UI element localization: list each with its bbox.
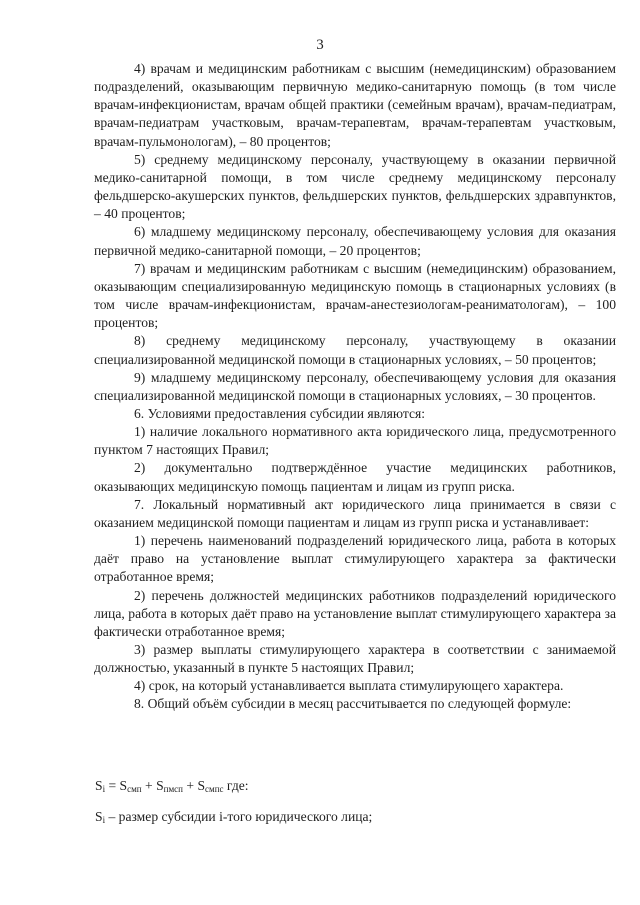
definition-symbol: S [95,809,103,824]
formula-definition-si [95,808,372,829]
item-4-doctors-primary-care: 4) врачам и медицинским работникам с высшим (немедицинским) образованием подразделений, оказывающим первичную медико-санитарную помощь (в том числе врачам-инфекционистам, врачам общей практики (семейным врачам), врачам-педиатрам, врачам-педиатрам участковым, врачам-терапевтам, врачам-терапевтам участковым, врачам-пульмонологам), – 80 процентов; [94,61,616,149]
formula-lhs: S [95,778,103,793]
formula-term-2-subscript: пмсп [163,784,183,794]
section-6-heading: 6. Условиями предоставления субсидии являются: [134,405,426,421]
act-item-1: 1) перечень наименований подразделений юридического лица, работа в которых даёт право на установление выплат стимулирующего характера за фактически отработанное время; [94,533,616,585]
page-number: 3 [316,37,324,53]
formula-plus-1: + [141,778,157,793]
definition-symbol-subscript: i [102,815,106,825]
condition-2: 2) документально подтверждённое участие медицинских работников, оказывающих медицинскую помощь пациентам и лицам из групп риска. [94,460,616,494]
condition-1: 1) наличие локального нормативного акта юридического лица, предусмотренного пунктом 7 настоящих Правил; [94,424,616,458]
section-7-heading: 7. Локальный нормативный акт юридического лица принимается в связи с оказанием медицинской помощи пациентам и лицам из групп риска и устанавливает: [94,496,616,530]
item-9-junior-staff-inpatient: 9) младшему медицинскому персоналу, обеспечивающему условия для оказания специализированной медицинской помощи в стационарных условиях, – 30 процентов. [94,369,616,403]
subsidy-formula [95,777,249,798]
definition-text: – размер субсидии i-того юридического лица; [105,809,373,824]
section-8-heading: 8. Общий объём субсидии в месяц рассчитывается по следующей формуле: [134,696,572,712]
formula-equals: = [105,778,120,793]
item-6-junior-staff-primary-care: 6) младшему медицинскому персоналу, обеспечивающему условия для оказания первичной медико-санитарной помощи, – 20 процентов; [94,224,616,258]
formula-term-1: S [119,778,128,793]
act-item-4: 4) срок, на который устанавливается выплата стимулирующего характера. [134,678,564,694]
formula-tail: где: [223,778,249,793]
formula-term-1-subscript: смп [127,784,142,794]
item-7-doctors-inpatient: 7) врачам и медицинским работникам с высшим (немедицинским) образованием, оказывающим специализированную медицинскую помощь в стационарных условиях (в том числе врачам-инфекционистам, врачам-анестезиологам-реаниматологам), – 100 процентов; [94,260,616,331]
document-body [94,60,616,714]
item-8-nurses-inpatient: 8) среднему медицинскому персоналу, участвующему в оказании специализированной медицинской помощи в стационарных условиях, – 50 процентов; [94,333,616,367]
formula-term-2: S [156,778,164,793]
item-5-nurses-primary-care: 5) среднему медицинскому персоналу, участвующему в оказании первичной медико-санитарной помощи, в том числе среднему медицинскому персоналу фельдшерско-акушерских пунктов, фельдшерских пунктов, фельдшерских здравпунктов, – 40 процентов; [94,151,616,222]
formula-term-3-subscript: смпс [205,784,224,794]
formula-lhs-subscript: i [102,784,106,794]
act-item-2: 2) перечень должностей медицинских работников подразделений юридического лица, работа в которых даёт право на установление выплат стимулирующего характера за фактически отработанное время; [94,587,616,639]
formula-plus-2: + [182,778,198,793]
formula-term-3: S [197,778,206,793]
act-item-3: 3) размер выплаты стимулирующего характера в соответствии с занимаемой должностью, указанный в пункте 5 настоящих Правил; [94,642,616,676]
